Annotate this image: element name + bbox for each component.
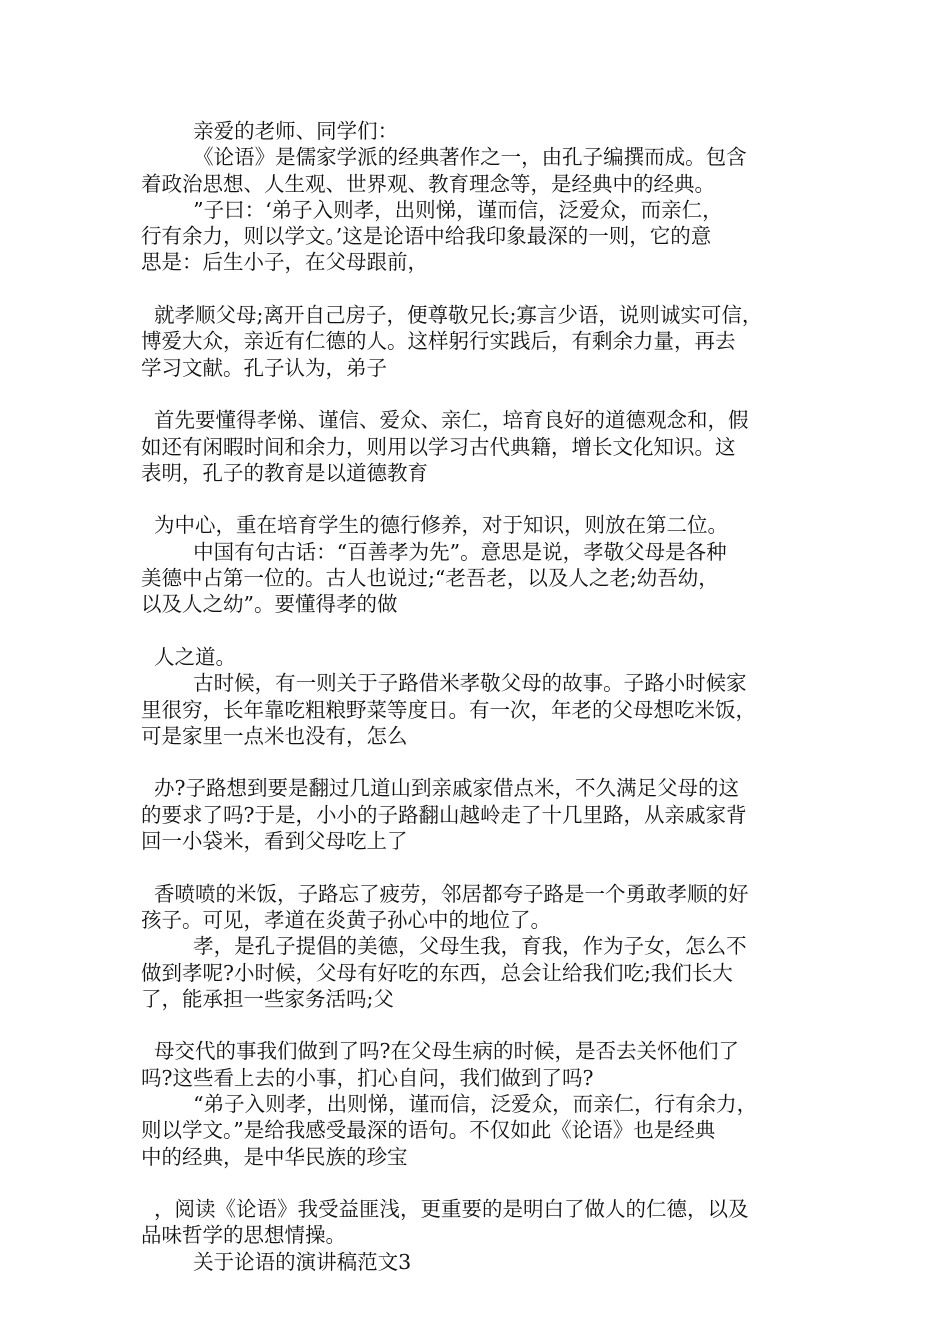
text-line: 品味哲学的思想情操。 [141, 1223, 346, 1248]
text-line: 孩子。可见，孝道在炎黄子孙心中的地位了。 [141, 907, 551, 932]
text-line: 孝，是孔子提倡的美德，父母生我，育我，作为子女，怎么不 [141, 934, 747, 959]
text-line: 回一小袋米，看到父母吃上了 [141, 829, 408, 854]
blank-line [141, 1012, 821, 1038]
text-line: 亲爱的老师、同学们： [141, 119, 399, 143]
text-line: 以及人之幼”。要懂得孝的做 [141, 592, 398, 617]
text-line: 思是：后生小子，在父母跟前， [141, 250, 428, 275]
text-line: 表明，孔子的教育是以道德教育 [141, 460, 428, 485]
text-line: 可是家里一点米也没有，怎么 [141, 723, 408, 748]
blank-line [141, 486, 821, 512]
blank-line [141, 381, 821, 407]
blank-line [141, 1170, 821, 1196]
text-line: 古时候，有一则关于子路借米孝敬父母的故事。子路小时候家 [141, 671, 747, 696]
text-line: 办?子路想到要是翻过几道山到亲戚家借点米，不久满足父母的这 [141, 776, 740, 801]
blank-line [141, 618, 821, 644]
text-line: 着政治思想、人生观、世界观、教育理念等，是经典中的经典。 [141, 171, 715, 196]
text-line: 则以学文。”是给我感受最深的语句。不仅如此《论语》也是经典 [141, 1118, 716, 1143]
text-line: 首先要懂得孝悌、谨信、爱众、亲仁，培育良好的道德观念和，假 [141, 408, 749, 433]
text-line: 里很穷，长年靠吃粗粮野菜等度日。有一次，年老的父母想吃米饭， [141, 697, 756, 722]
text-line: 中的经典，是中华民族的珍宝 [141, 1144, 408, 1169]
text-line: 关于论语的演讲稿范文3 [141, 1249, 412, 1274]
text-line: “弟子入则孝，出则悌，谨而信，泛爱众，而亲仁，行有余力， [141, 1091, 758, 1116]
blank-line [141, 276, 821, 302]
blank-line [141, 854, 821, 880]
text-line: 为中心，重在培育学生的德行修养，对于知识，则放在第二位。 [141, 513, 729, 538]
text-line: 美德中占第一位的。古人也说过;“老吾老，以及人之老;幼吾幼， [141, 566, 719, 591]
text-line: 的要求了吗?于是，小小的子路翻山越岭走了十几里路，从亲戚家背 [141, 802, 747, 827]
text-line: 学习文献。孔子认为，弟子 [141, 355, 387, 380]
text-line: ，阅读《论语》我受益匪浅，更重要的是明白了做人的仁德，以及 [141, 1197, 749, 1222]
text-line: 了，能承担一些家务活吗;父 [141, 986, 394, 1011]
text-line: 吗?这些看上去的小事，扪心自问，我们做到了吗? [141, 1065, 594, 1090]
blank-line [141, 749, 821, 775]
text-line: 就孝顺父母;离开自己房子，便尊敬兄长;寡言少语，说则诚实可信， [141, 303, 763, 328]
text-line: 香喷喷的米饭，子路忘了疲劳，邻居都夸子路是一个勇敢孝顺的好 [141, 881, 749, 906]
text-line: 母交代的事我们做到了吗?在父母生病的时候，是否去关怀他们了 [141, 1039, 740, 1064]
text-line: 博爱大众，亲近有仁德的人。这样躬行实践后，有剩余力量，再去 [141, 329, 736, 354]
text-line: 行有余力，则以学文。’这是论语中给我印象最深的一则，它的意 [141, 224, 712, 249]
text-line: 做到孝呢?小时候，父母有好吃的东西，总会让给我们吃;我们长大 [141, 960, 733, 985]
text-line: 人之道。 [141, 644, 237, 669]
document-body [141, 118, 821, 1275]
text-line: 如还有闲暇时间和余力，则用以学习古代典籍，增长文化知识。这 [141, 434, 736, 459]
text-line: 中国有句古话：“百善孝为先”。意思是说，孝敬父母是各种 [141, 539, 727, 564]
text-line: ”子曰：‘弟子入则孝，出则悌，谨而信，泛爱众，而亲仁， [141, 197, 723, 222]
text-line: 《论语》是儒家学派的经典著作之一，由孔子编撰而成。包含 [141, 145, 747, 170]
